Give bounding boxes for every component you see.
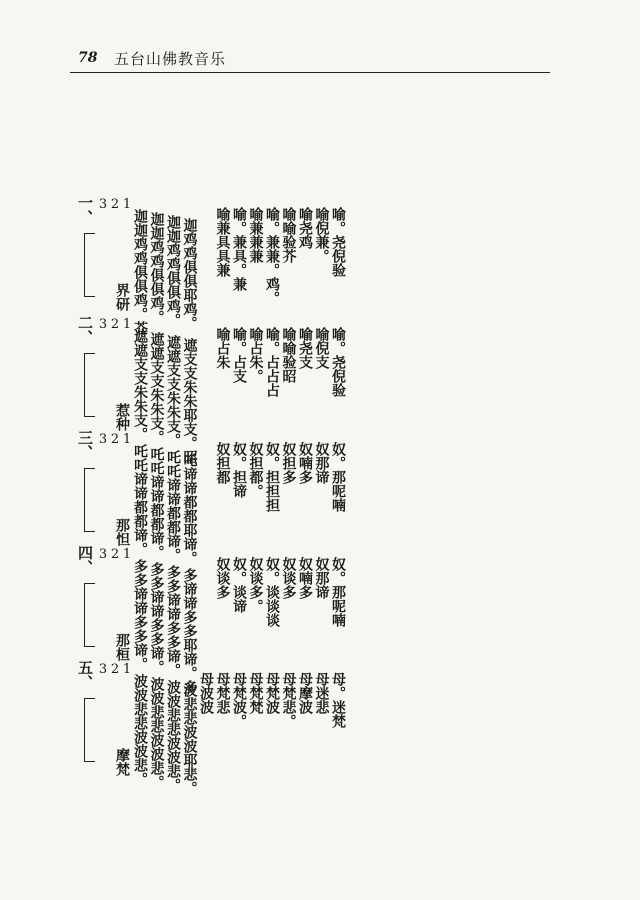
notation-column: 奴。那呢喃 (330, 442, 346, 512)
notation-column: 奴。担谛 (231, 442, 247, 498)
section-name: 摩梵 (114, 748, 130, 776)
brace (84, 583, 95, 647)
notation-column: 遮遮支支朱朱支。 (148, 332, 165, 444)
notation-column: 迦迦鸡鸡俱俱鸡。芥 (132, 209, 148, 335)
row-number: 1 (122, 432, 132, 447)
notation-column: 奴那谛 (313, 557, 330, 599)
notation-column: 喻。占占占 (264, 327, 280, 397)
row-number: 1 (122, 197, 132, 212)
notation-column: 母。迷梵 (330, 672, 346, 728)
notation-column: 波波悲悲波波悲。 (165, 680, 181, 792)
notation-column: 奴。那呢喃 (330, 557, 346, 627)
notation-column: 多多谛谛多多谛。 (165, 565, 181, 677)
notation-column: 母梵悲。 (280, 672, 297, 728)
row-number: 2 (110, 662, 120, 677)
notation-column: 母梵波 (264, 672, 280, 714)
notation-column: 多多谛谛多多谛。 (148, 562, 165, 674)
notation-column: 奴担都。 (247, 442, 264, 498)
notation-column: 奴喃多 (297, 442, 313, 484)
notation-column: 迦鸡鸡俱俱耶鸡。 (181, 218, 198, 330)
notation-column: 奴担都 (214, 442, 231, 484)
notation-column: 喻。兼具。兼 (231, 207, 247, 291)
notation-column: 喻喻验芥 (280, 207, 297, 263)
notation-column: 奴。担担担 (264, 442, 280, 512)
notation-column: 喻。占支 (231, 327, 247, 383)
notation-column: 喻。尧倪验 (330, 327, 346, 397)
row-number: 2 (110, 197, 120, 212)
notation-column: 多多谛谛多多谛。 (132, 559, 148, 671)
row-number: 2 (110, 547, 120, 562)
notation-column: 奴担多 (280, 442, 297, 484)
notation-column: 母梵悲 (214, 672, 231, 714)
notation-column: 喻喻验昭 (280, 327, 297, 383)
notation-column: 波波悲悲波波悲。 (148, 677, 165, 789)
notation-column: 奴。谈谛 (231, 557, 247, 613)
notation-column: 母波波 (198, 672, 214, 714)
notation-column: 吒吒谛谛都都谛。 (132, 444, 148, 556)
row-number: 2 (110, 432, 120, 447)
section-label: 二、 (76, 315, 94, 345)
notation-column: 吒谛谛都都耶谛。 (181, 453, 198, 565)
notation-column: 母迷悲 (313, 672, 330, 714)
brace (84, 353, 95, 417)
notation-column: 遮遮支支朱朱支。 (165, 335, 181, 447)
section-name: 那桓 (114, 633, 130, 661)
row-number: 1 (122, 317, 132, 332)
notation-column: 喻。尧倪验 (330, 207, 346, 277)
section-name: 惹种 (114, 403, 130, 431)
section-label: 五、 (76, 660, 94, 690)
notation-column: 喻占朱 (214, 327, 231, 369)
brace (84, 233, 95, 297)
notation-column: 喻兼兼兼 (247, 207, 264, 263)
section-name: 界研 (114, 283, 130, 311)
notation-column: 奴谈多。 (247, 557, 264, 613)
row-number: 2 (110, 317, 120, 332)
notation-column: 喻兼具具兼 (214, 207, 231, 277)
notation-column: 母摩波 (297, 672, 313, 714)
row-number: 3 (98, 432, 108, 447)
row-number: 3 (98, 547, 108, 562)
row-number: 1 (122, 662, 132, 677)
row-number: 3 (98, 662, 108, 677)
notation-column: 奴喃多 (297, 557, 313, 599)
notation-column: 波波悲悲波波悲。 (132, 674, 148, 786)
notation-column: 吒吒谛谛都都谛。 (148, 447, 165, 559)
notation-column: 奴。谈谈谈 (264, 557, 280, 627)
row-number: 3 (98, 197, 108, 212)
page-number: 78 (78, 50, 98, 66)
notation-column: 喻尧鸡 (297, 207, 313, 249)
section-label: 四、 (76, 545, 94, 575)
brace (84, 698, 95, 762)
section-label: 三、 (76, 430, 94, 460)
notation-column: 喻占朱。 (247, 327, 264, 383)
notation-column: 奴谈多 (280, 557, 297, 599)
notation-column: 迦迦鸡鸡俱俱鸡。 (165, 215, 181, 327)
notation-column: 吒吒谛谛都都谛。 (165, 450, 181, 562)
notation-column: 喻倪支 (313, 327, 330, 369)
row-number: 1 (122, 547, 132, 562)
notation-column: 奴那谛 (313, 442, 330, 484)
notation-column: 波悲悲波波耶悲。 (181, 683, 198, 795)
notation-column: 喻尧支 (297, 327, 313, 369)
notation-column: 多谛谛多多耶谛。多 (181, 568, 198, 694)
section-label: 一、 (76, 195, 94, 225)
row-number: 3 (98, 317, 108, 332)
notation-column: 遮遮支支朱朱支。 (132, 329, 148, 441)
notation-column: 迦迦鸡鸡俱俱鸡。 (148, 212, 165, 324)
book-title: 五台山佛教音乐 (114, 50, 227, 68)
brace (84, 468, 95, 532)
notation-column: 母梵梵 (247, 672, 264, 714)
notation-column: 奴谈多 (214, 557, 231, 599)
section-name: 那怛 (114, 518, 130, 546)
notation-column: 喻倪兼。 (313, 207, 330, 263)
notation-column: 遮支支朱朱耶支。昭 (181, 338, 198, 464)
notation-column: 母梵波。 (231, 672, 247, 728)
notation-column: 喻。兼兼。鸡。 (264, 207, 280, 305)
